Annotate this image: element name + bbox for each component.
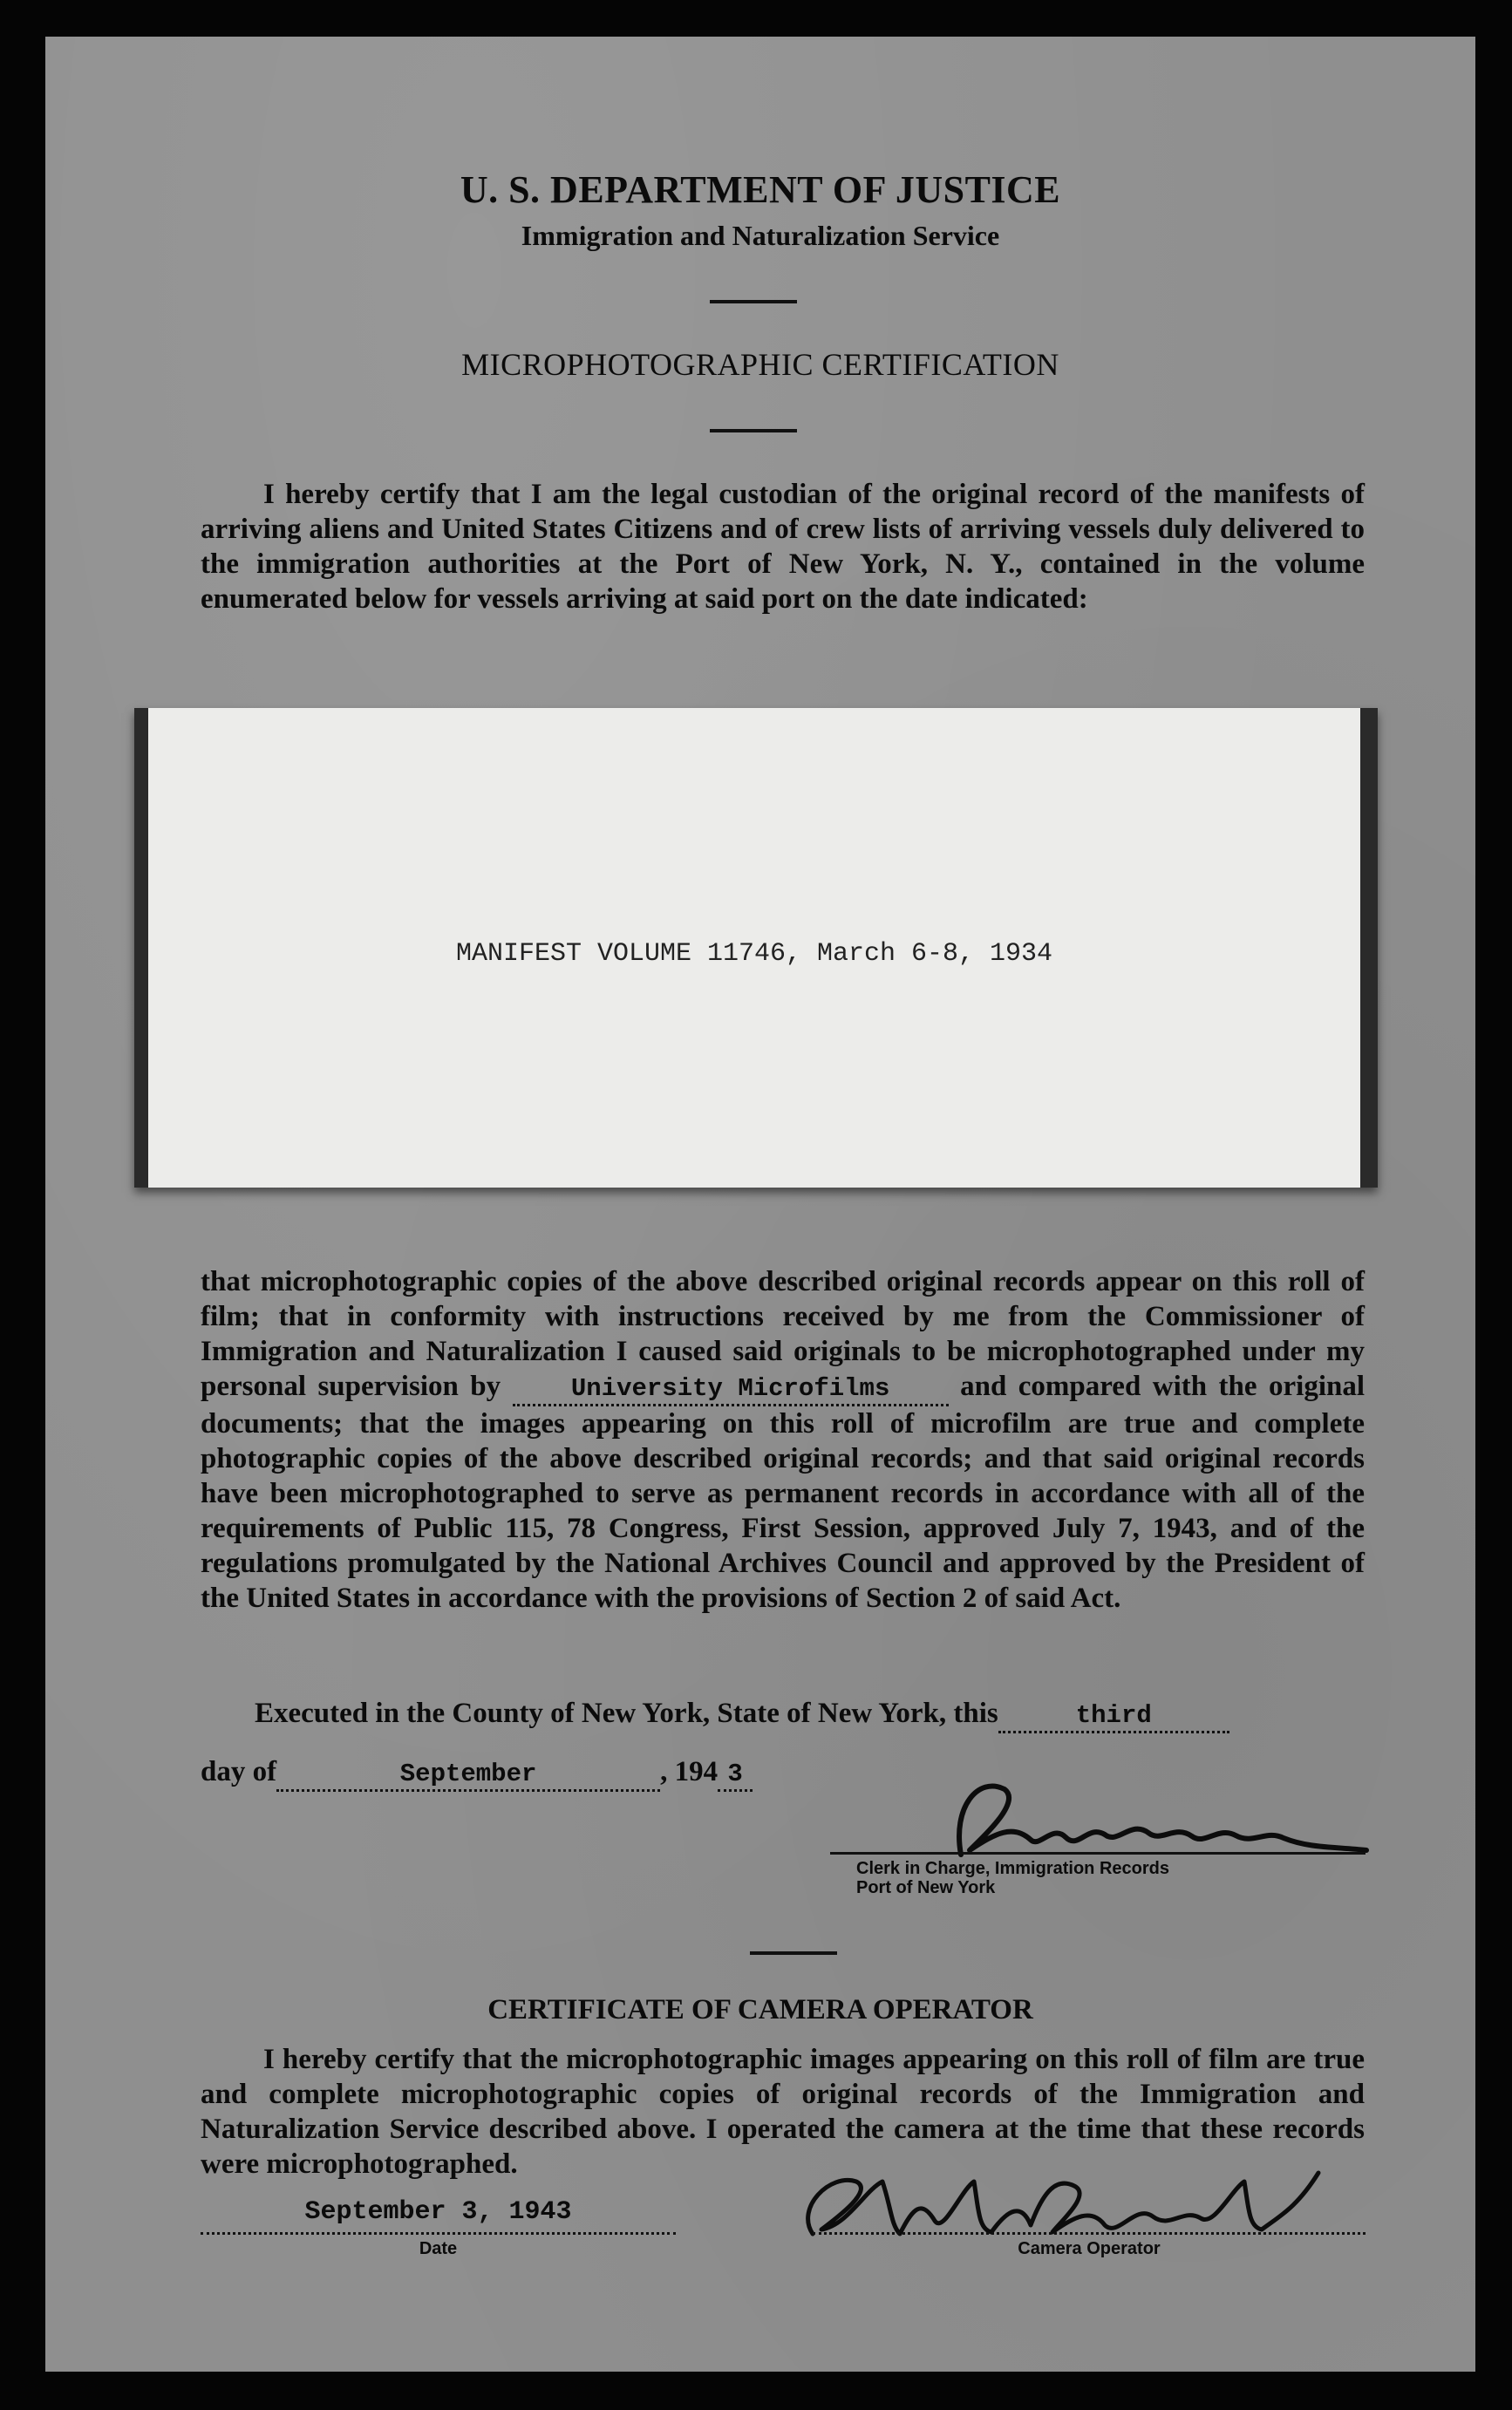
divider [710,429,797,432]
volume-label-card [134,708,1378,1188]
body-text-part2: and compared with the original documents; that the images appearing on this roll of microfilm are true and complete photographic copies of the above described original records; and that said original records have been microphotographed to serve as permanent records in accordance with all of the requirements of Public 115, 78 Congress, First Session, approved July 7, 1943, and of the regulations promulgated by the National Archives Council and approved by the President of the United States in accordance with the provisions of Section 2 of said Act. [201,1371,1366,1614]
agency-title: U. S. DEPARTMENT OF JUSTICE [460,168,1061,211]
intro-paragraph: I hereby certify that I am the legal custodian of the original record of the manifests of arriving aliens and United States Citizens and of crew lists of arriving vessels duly delivered to the immigration authorities at the Port of New York, N. Y., contained in the volume enumerated below for vessels arriving at said port on the date indicated: [201,479,1365,615]
camera-operator-signature [760,2155,1336,2251]
clerk-title-line2: Port of New York [856,1878,996,1897]
execution-line [255,1698,1229,1733]
agency-subtitle: Immigration and Naturalization Service [521,220,1000,251]
clerk-signature-line [830,1852,1366,1855]
clerk-title-line1: Clerk in Charge, Immigration Records [856,1859,1169,1878]
operator-signature-line [813,2232,1366,2235]
body-paragraph [201,1264,1365,1616]
volume-label-text: MANIFEST VOLUME 11746, March 6-8, 1934 [455,939,1053,969]
divider [710,300,797,303]
operator-certificate-title: CERTIFICATE OF CAMERA OPERATOR [487,1994,1033,2025]
divider [750,1951,837,1955]
date-line [201,2232,676,2235]
execution-month-field: September [276,1760,660,1792]
certification-title: MICROPHOTOGRAPHIC CERTIFICATION [461,347,1059,382]
body-text-part1: that microphotographic copies of the above described original records appear on this roll of film; that in conformity with instructions received by me from the Commissioner of Immigration and Naturalization I caused said originals to be microphotographed under my personal supervision by [201,1266,1365,1402]
clerk-title [856,1859,1169,1897]
day-of-label: day of [201,1756,277,1787]
year-prefix: , 194 [660,1756,719,1787]
execution-year-field: 3 [718,1760,753,1792]
day-line [201,1756,753,1792]
execution-prefix: Executed in the County of New York, State of New York, this [255,1698,998,1729]
operator-date-field: September 3, 1943 [304,2197,572,2227]
date-caption: Date [419,2239,458,2258]
operator-paragraph: I hereby certify that the microphotographic images appearing on this roll of film are true and complete microphotographic copies of original records of the Immigration and Naturalization Service described above. I operated the camera at the time that these records were microphotographed. [201,2044,1365,2180]
execution-day-field: third [998,1701,1229,1733]
operator-caption: Camera Operator [1018,2239,1161,2258]
certificate-sheet [45,37,1475,2372]
photographer-field: University Microfilms [513,1374,949,1406]
